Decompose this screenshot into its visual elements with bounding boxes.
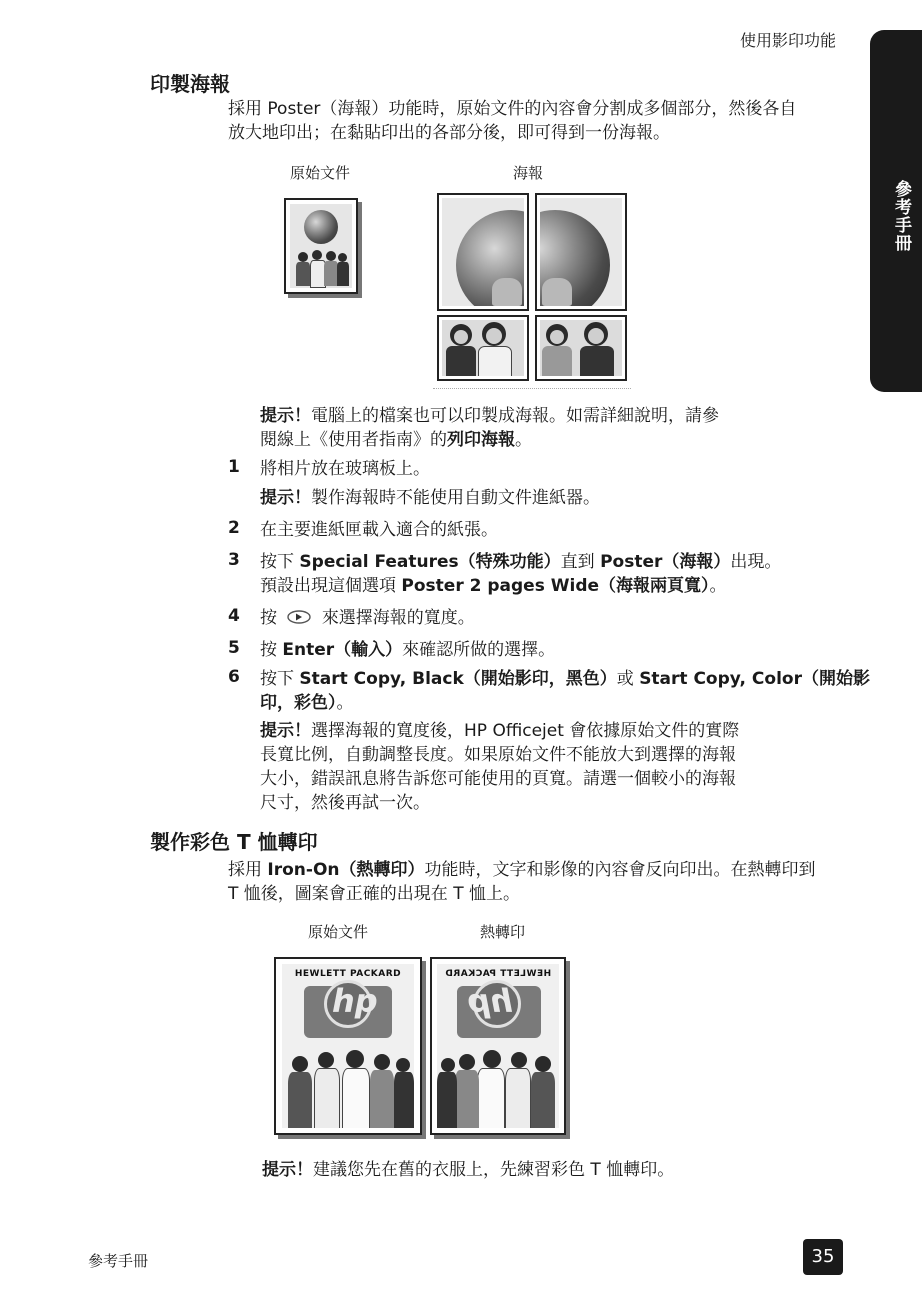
tip3-label: 提示！ bbox=[260, 721, 311, 741]
start-copy-black-key: Start Copy, Black（開始影印，黑色） bbox=[299, 669, 617, 689]
hp-banner-mirrored: HEWLETT PACKARD bbox=[444, 969, 552, 979]
step-4-a: 按 bbox=[260, 608, 277, 628]
poster-intro-line2: 放大地印出；在黏貼印出的各部分後，即可得到一份海報。 bbox=[228, 123, 670, 143]
step-3-c: 直到 bbox=[560, 552, 601, 572]
tip2-text: 製作海報時不能使用自動文件進紙器。 bbox=[311, 488, 600, 508]
step-3-a: 按下 bbox=[260, 552, 300, 572]
step-2-number: 2 bbox=[228, 518, 240, 538]
poster-tile-bottom-left bbox=[437, 315, 529, 381]
step-6-line1 bbox=[260, 667, 870, 691]
step-6-a: 按下 bbox=[260, 669, 300, 689]
step-6-f: 。 bbox=[336, 693, 354, 713]
ironon-original-image bbox=[274, 957, 422, 1135]
tip1-label: 提示！ bbox=[260, 406, 311, 426]
ironon-tip-label: 提示！ bbox=[262, 1160, 313, 1180]
step-3-f: 預設出現這個選項 bbox=[260, 576, 402, 596]
step-3-h: 。 bbox=[709, 576, 727, 596]
tip1-line2 bbox=[260, 428, 532, 452]
tip3-text-1: 選擇海報的寬度後，HP Officejet 會依據原始文件的實際 bbox=[311, 721, 740, 741]
footer-manual-title: 參考手冊 bbox=[88, 1252, 149, 1270]
poster-tile-top-left bbox=[437, 193, 529, 311]
poster-tile-top-right bbox=[535, 193, 627, 311]
poster-tile-bottom-right bbox=[535, 315, 627, 381]
ironon-caption-result: 熱轉印 bbox=[480, 923, 526, 941]
start-copy-color-key-cont: 印，彩色） bbox=[260, 693, 337, 713]
poster-2-pages-wide-option: Poster 2 pages Wide（海報兩頁寬） bbox=[401, 576, 710, 596]
poster-intro-line1: 採用 Poster（海報）功能時，原始文件的內容會分割成多個部分，然後各自 bbox=[228, 99, 797, 119]
tip3-line1 bbox=[260, 719, 739, 743]
side-tab bbox=[870, 30, 922, 392]
step-1-number: 1 bbox=[228, 457, 240, 477]
poster-caption-original: 原始文件 bbox=[290, 164, 351, 182]
hp-logo-icon: hp bbox=[332, 982, 378, 1020]
ironon-tip bbox=[262, 1158, 674, 1182]
poster-caption-result: 海報 bbox=[513, 164, 544, 182]
ironon-intro-line2: T 恤後，圖案會正確的出現在 T 恤上。 bbox=[228, 884, 520, 904]
step-5-line bbox=[260, 638, 555, 662]
iron-on-option: Iron-On（熱轉印） bbox=[267, 860, 425, 880]
tip1-text2a: 閱線上《使用者指南》的 bbox=[260, 430, 447, 450]
hp-banner-original: HEWLETT PACKARD bbox=[294, 969, 402, 979]
step-3-line1 bbox=[260, 550, 781, 574]
tip3-line2: 長寬比例，自動調整長度。如果原始文件不能放大到選擇的海報 bbox=[260, 745, 736, 765]
step-6-line2 bbox=[260, 691, 354, 715]
tip3-line3: 大小，錯誤訊息將告訴您可能使用的頁寬。請選一個較小的海報 bbox=[260, 769, 736, 789]
enter-key: Enter（輸入） bbox=[282, 640, 403, 660]
step-6-c: 或 bbox=[616, 669, 640, 689]
step-2-text: 在主要進紙匣載入適合的紙張。 bbox=[260, 520, 498, 540]
hp-logo-mirrored-icon: hp bbox=[467, 982, 513, 1020]
step-6-number: 6 bbox=[228, 667, 240, 687]
tip1-text2c: 。 bbox=[515, 430, 532, 450]
tip2-label: 提示！ bbox=[260, 488, 311, 508]
poster-original-image bbox=[284, 198, 358, 294]
ironon-caption-original: 原始文件 bbox=[308, 923, 369, 941]
step-5-c: 來確認所做的選擇。 bbox=[402, 640, 556, 660]
tip3-line4: 尺寸，然後再試一次。 bbox=[260, 793, 430, 813]
tip1-line1 bbox=[260, 404, 719, 428]
step-3-e: 出現。 bbox=[730, 552, 782, 572]
running-header: 使用影印功能 bbox=[740, 31, 837, 50]
page-number: 35 bbox=[803, 1239, 843, 1275]
tip1-link-print-poster: 列印海報 bbox=[447, 430, 515, 450]
step-3-number: 3 bbox=[228, 550, 240, 570]
step-4-b: 來選擇海報的寬度。 bbox=[321, 608, 475, 628]
poster-divider bbox=[433, 388, 631, 389]
tip2 bbox=[260, 486, 600, 510]
step-4-line bbox=[260, 606, 475, 630]
poster-option: Poster（海報） bbox=[600, 552, 731, 572]
ironon-intro-a: 採用 bbox=[228, 860, 268, 880]
right-arrow-button-icon bbox=[286, 609, 312, 625]
ironon-tip-text: 建議您先在舊的衣服上，先練習彩色 T 恤轉印。 bbox=[313, 1160, 675, 1180]
ironon-mirrored-image bbox=[430, 957, 566, 1135]
tip1-text1: 電腦上的檔案也可以印製成海報。如需詳細說明，請參 bbox=[311, 406, 719, 426]
ironon-intro-c: 功能時，文字和影像的內容會反向印出。在熱轉印到 bbox=[424, 860, 816, 880]
step-5-number: 5 bbox=[228, 638, 240, 658]
step-1-text: 將相片放在玻璃板上。 bbox=[260, 459, 430, 479]
start-copy-color-key: Start Copy, Color（開始影 bbox=[639, 669, 870, 689]
poster-heading: 印製海報 bbox=[150, 72, 230, 96]
step-5-a: 按 bbox=[260, 640, 283, 660]
special-features-key: Special Features（特殊功能） bbox=[299, 552, 561, 572]
ironon-heading: 製作彩色 T 恤轉印 bbox=[150, 830, 318, 854]
ironon-intro-line1 bbox=[228, 858, 816, 882]
side-tab-label: 參考手冊 bbox=[891, 180, 911, 252]
step-4-number: 4 bbox=[228, 606, 240, 626]
step-3-line2 bbox=[260, 574, 727, 598]
